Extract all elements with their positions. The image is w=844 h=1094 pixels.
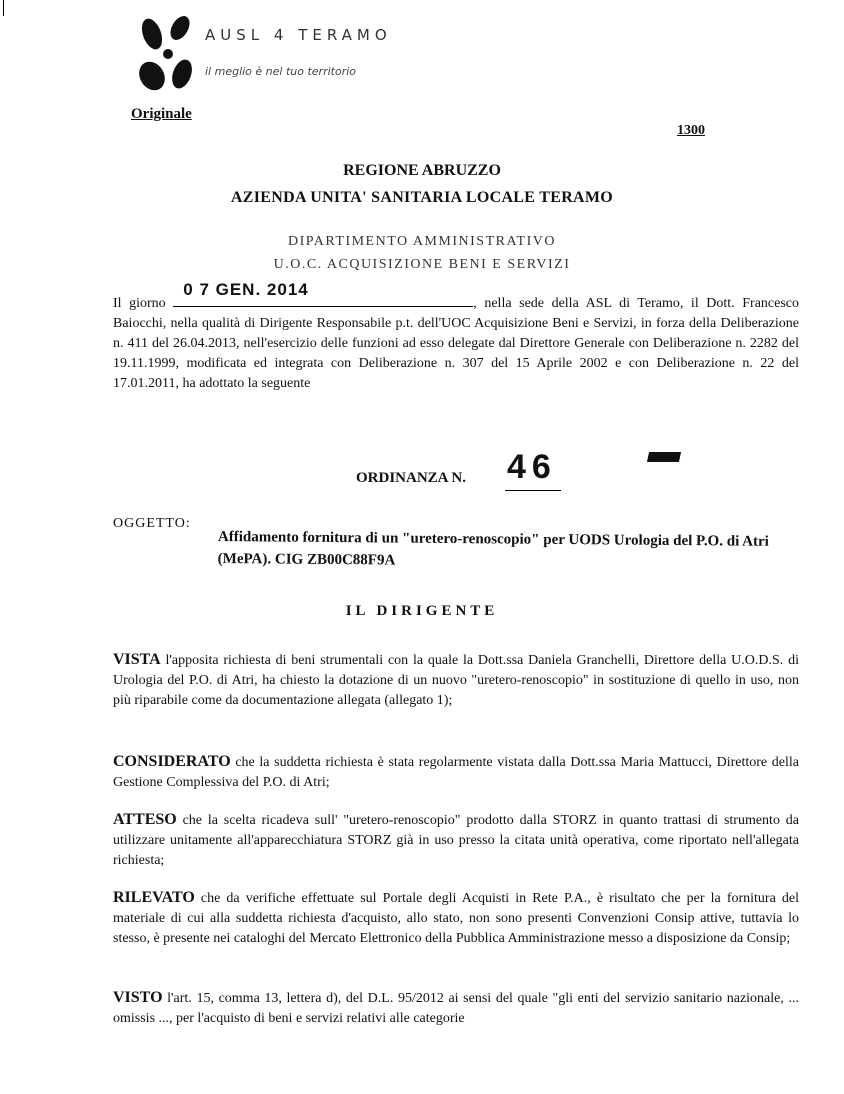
oggetto-label: OGGETTO:: [113, 516, 191, 531]
section-text: che da verifiche effettuate sul Portale degli Acquisti in Rete P.A., è risultato che per la fornitura del materiale di cui alla suddetta richiesta d'acquisto, allo stato, non sono presenti Convenzioni Consip attive, tuttavia lo stesso, è presente nei cataloghi del Mercato Elettronico della Pubblica Amministrazione messo a disposizione da Consip;: [113, 891, 799, 946]
oggetto-text: Affidamento fornitura di un "uretero-renoscopio" per UODS Urologia del P.O. di Atri (MePA). CIG ZB00C88F9A: [217, 528, 769, 569]
intro-text: , nella sede della ASL di Teramo, il Dott. Francesco Baiocchi, nella qualità di Dirigente Responsabile p.t. dell'UOC Acquisizione Beni e Servizi, in forza della Deliberazione n. 411 del 26.04.2013, nell'esercizio delle funzioni ad esso delegate dal Direttore Generale con Deliberazione n. 2282 del 19.11.1999, modificata ed integrata con Deliberazione n. 307 del 15 Aprile 2002 e con Deliberazione n. 22 del 17.01.2011, ha adottato la seguente: [113, 296, 800, 391]
asl-logo-icon: [138, 12, 408, 94]
intro-paragraph: [113, 280, 800, 394]
section-text: l'apposita richiesta di beni strumentali con la quale la Dott.ssa Daniela Granchelli, Direttore della U.O.D.S. di Urologia del P.O. di Atri, ha chiesto la dotazione di un nuovo "uretero-renoscopio" in sostituzione di quello in uso, non più riparabile come da documentazione allegata (allegato 1);: [113, 653, 799, 708]
region-title: REGIONE ABRUZZO: [343, 162, 501, 179]
department-title: DIPARTIMENTO AMMINISTRATIVO: [288, 234, 556, 249]
ordinanza-number: 46: [507, 448, 557, 486]
section-keyword: ATTESO: [113, 811, 177, 828]
ink-mark: [647, 452, 681, 462]
section-text: che la scelta ricadeva sull' "uretero-renoscopio" prodotto dalla STORZ in quanto trattasi di strumento da utilizzare unitamente all'apparecchiatura STORZ già in uso presso la citata unità operativa, come riportato nell'allegata richiesta;: [113, 813, 799, 868]
section-visto: [113, 988, 799, 1029]
section-vista: [113, 650, 799, 711]
ordinanza-label: ORDINANZA N.: [356, 470, 467, 486]
section-keyword: RILEVATO: [113, 889, 195, 906]
section-keyword: VISTA: [113, 651, 161, 668]
section-rilevato: [113, 888, 799, 949]
section-atteso: [113, 810, 799, 871]
scan-edge-line: [3, 0, 4, 16]
section-text: che la suddetta richiesta è stata regolarmente vistata dalla Dott.ssa Maria Mattucci, Direttore della Gestione Complessiva del P.O. di Atri;: [113, 755, 799, 790]
section-text: l'art. 15, comma 13, lettera d), del D.L. 95/2012 ai sensi del quale "gli enti del servizio sanitario nazionale, ... omissis ..., per l'acquisto di beni e servizi relativi alle categorie: [113, 991, 799, 1026]
logo-name: AUSL 4 TERAMO: [205, 26, 392, 44]
intro-prefix: Il giorno: [113, 296, 166, 311]
ordinanza-underline: [505, 490, 561, 491]
azienda-title: AZIENDA UNITA' SANITARIA LOCALE TERAMO: [230, 189, 614, 206]
section-considerato: [113, 752, 799, 793]
protocol-number: 1300: [677, 123, 705, 138]
unit-title: U.O.C. ACQUISIZIONE BENI E SERVIZI: [273, 257, 571, 272]
section-keyword: VISTO: [113, 989, 163, 1006]
date-stamp: 0 7 GEN. 2014: [183, 280, 309, 299]
date-field: [173, 280, 473, 307]
section-keyword: CONSIDERATO: [113, 753, 231, 770]
logo-tagline: il meglio è nel tuo territorio: [205, 65, 357, 78]
dirigente-heading: IL DIRIGENTE: [345, 603, 499, 619]
originale-label: Originale: [131, 106, 192, 122]
